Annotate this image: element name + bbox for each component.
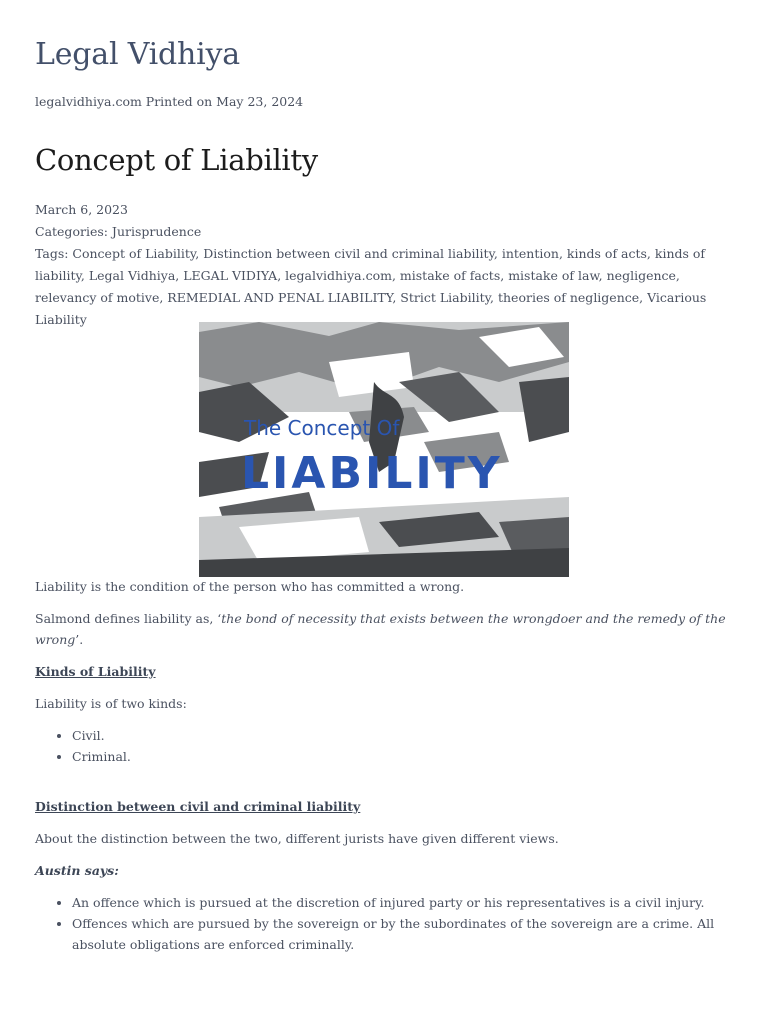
post-categories: Categories: Jurisprudence (35, 224, 202, 239)
hero-line2: LIABILITY (241, 448, 503, 499)
heading-kinds: Kinds of Liability (35, 664, 156, 679)
post-meta (35, 199, 735, 331)
list-item: • Criminal. (72, 746, 735, 767)
post-date: March 6, 2023 (35, 202, 128, 217)
post-content (35, 576, 735, 966)
post-title: Concept of Liability (35, 143, 318, 177)
kinds-list (35, 725, 735, 767)
paragraph: Liability is the condition of the person who has committed a wrong. (35, 579, 465, 594)
austin-list (35, 892, 735, 955)
printed-line: legalvidhiya.com Printed on May 23, 2024 (35, 94, 304, 109)
austin-label: Austin says: (35, 863, 119, 878)
post-tags: Tags: Concept of Liability, Distinction between civil and criminal liability, intention, kinds of acts, kinds of liability, Legal Vidhiya, LEGAL VIDIYA, legalvidhiya.com, mistake of facts, mistake of law, negligence, relevancy of motive, REMEDIAL AND PENAL LIABILITY, Strict Liability, theories of negligence, Vicarious Liability (35, 246, 707, 327)
list-item: • An offence which is pursued at the discretion of injured party or his representatives is a civil injury. (72, 892, 735, 913)
site-title[interactable]: Legal Vidhiya (35, 37, 240, 72)
list-item: • Civil. (72, 725, 735, 746)
salmond-definition: Salmond defines liability as, ‘the bond of necessity that exists between the wrongdoer and the remedy of the wrong’. (35, 611, 726, 647)
paragraph: Liability is of two kinds: (35, 696, 187, 711)
featured-image (199, 322, 569, 577)
paragraph: About the distinction between the two, different jurists have given different views. (35, 831, 559, 846)
list-item: • Offences which are pursued by the sovereign or by the subordinates of the sovereign are a crime. All absolute obligations are enforced criminally. (72, 913, 735, 955)
heading-distinction: Distinction between civil and criminal liability (35, 799, 361, 814)
hero-line1: The Concept Of (244, 416, 400, 440)
